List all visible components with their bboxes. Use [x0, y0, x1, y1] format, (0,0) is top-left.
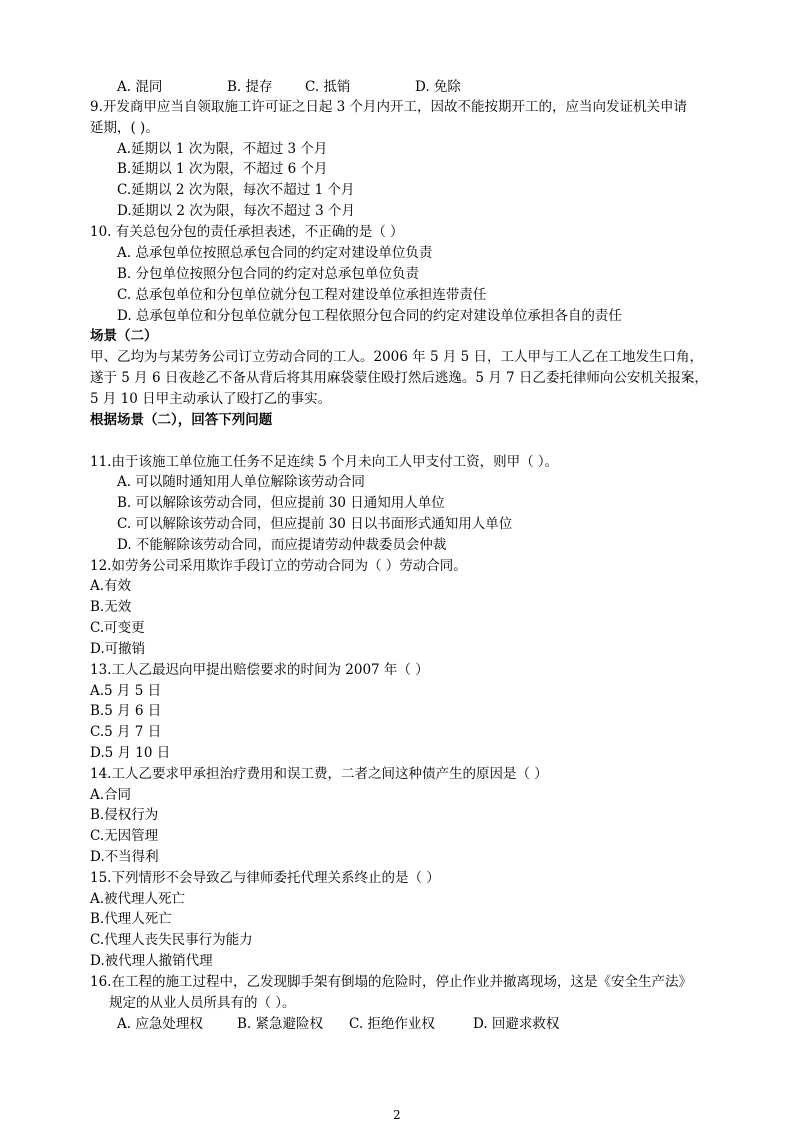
q9-stem-line1: 9.开发商甲应当自领取施工许可证之日起 3 个月内开工，因故不能按期开工的，应当向发证机关申请 — [90, 99, 688, 115]
q11-stem: 11.由于该施工单位施工任务不足连续 5 个月未向工人甲支付工资，则甲（ ）。 — [90, 454, 559, 470]
q13-stem: 13.工人乙最迟向甲提出赔偿要求的时间为 2007 年（ ） — [90, 662, 429, 678]
q8-option-d: D. 免除 — [415, 79, 461, 95]
q13-option-a: A.5 月 5 日 — [90, 683, 162, 699]
scene2-text-line3: 5 月 10 日甲主动承认了殴打乙的事实。 — [90, 391, 332, 407]
q16-option-a: A. 应急处理权 — [117, 1016, 203, 1032]
q8-option-c: C. 抵销 — [305, 79, 351, 95]
q8-option-b: B. 提存 — [227, 79, 273, 95]
page-number: 2 — [393, 1108, 401, 1122]
q13-option-d: D.5 月 10 日 — [90, 745, 171, 761]
q15-option-c: C.代理人丧失民事行为能力 — [90, 932, 253, 948]
q16-options — [117, 1014, 559, 1034]
scene2-text-line2: 遂于 5 月 6 日夜趁乙不备从背后将其用麻袋蒙住殴打然后逃逸。5 月 7 日乙委托律师向公安机关报案， — [90, 370, 708, 386]
q11-option-a: A. 可以随时通知用人单位解除该劳动合同 — [117, 474, 365, 490]
q10-option-c: C. 总承包单位和分包单位就分包工程对建设单位承担连带责任 — [117, 287, 487, 303]
q16-stem-line1: 16.在工程的施工过程中，乙发现脚手架有倒塌的危险时，停止作业并撤离现场，这是《安全生产法》 — [90, 974, 692, 990]
scene2-instruction: 根据场景（二），回答下列问题 — [90, 412, 273, 428]
q12-option-b: B.无效 — [90, 599, 132, 615]
q15-stem: 15.下列情形不会导致乙与律师委托代理关系终止的是（ ） — [90, 870, 440, 886]
q13-option-b: B.5 月 6 日 — [90, 703, 162, 719]
q10-option-d: D. 总承包单位和分包单位就分包工程依照分包合同的约定对建设单位承担各自的责任 — [117, 308, 622, 324]
q10-stem: 10. 有关总包分包的责任承担表述，不正确的是（ ） — [90, 224, 404, 240]
q16-option-c: C. 拒绝作业权 — [349, 1016, 435, 1032]
q11-option-c: C. 可以解除该劳动合同，但应提前 30 日以书面形式通知用人单位 — [117, 516, 513, 532]
q13-option-c: C.5 月 7 日 — [90, 724, 162, 740]
q15-option-b: B.代理人死亡 — [90, 911, 172, 927]
q12-stem: 12.如劳务公司采用欺诈手段订立的劳动合同为（ ）劳动合同。 — [90, 558, 467, 574]
q9-stem-line2: 延期，( )。 — [90, 120, 159, 136]
q14-option-a: A.合同 — [90, 787, 132, 803]
q9-option-d: D.延期以 2 次为限，每次不超过 3 个月 — [117, 203, 355, 219]
q12-option-c: C.可变更 — [90, 620, 145, 636]
scene2-text-line1: 甲、乙均为与某劳务公司订立劳动合同的工人。2006 年 5 月 5 日，工人甲与工人乙在工地发生口角， — [90, 349, 703, 365]
q12-option-d: D.可撤销 — [90, 641, 146, 657]
q15-option-d: D.被代理人撤销代理 — [90, 953, 213, 969]
q14-stem: 14.工人乙要求甲承担治疗费用和误工费，二者之间这种债产生的原因是（ ） — [90, 766, 548, 782]
q8-options — [117, 77, 461, 97]
q11-option-d: D. 不能解除该劳动合同，而应提请劳动仲裁委员会仲裁 — [117, 537, 447, 553]
q14-option-d: D.不当得利 — [90, 849, 159, 865]
q9-option-a: A.延期以 1 次为限，不超过 3 个月 — [117, 141, 328, 157]
q8-option-a: A. 混同 — [117, 79, 163, 95]
q16-option-d: D. 回避求救权 — [473, 1016, 560, 1032]
q15-option-a: A.被代理人死亡 — [90, 891, 186, 907]
q10-option-a: A. 总承包单位按照总承包合同的约定对建设单位负责 — [117, 245, 433, 261]
q16-option-b: B. 紧急避险权 — [237, 1016, 324, 1032]
q10-option-b: B. 分包单位按照分包合同的约定对总承包单位负责 — [117, 266, 420, 282]
q11-option-b: B. 可以解除该劳动合同，但应提前 30 日通知用人单位 — [117, 495, 445, 511]
q9-option-b: B.延期以 1 次为限，不超过 6 个月 — [117, 161, 328, 177]
q9-option-c: C.延期以 2 次为限，每次不超过 1 个月 — [117, 182, 355, 198]
q12-option-a: A.有效 — [90, 578, 132, 594]
scene2-title: 场景（二） — [90, 328, 158, 344]
q14-option-c: C.无因管理 — [90, 828, 159, 844]
q16-stem-line2: 规定的从业人员所具有的（ ）。 — [109, 995, 296, 1011]
q14-option-b: B.侵权行为 — [90, 807, 159, 823]
